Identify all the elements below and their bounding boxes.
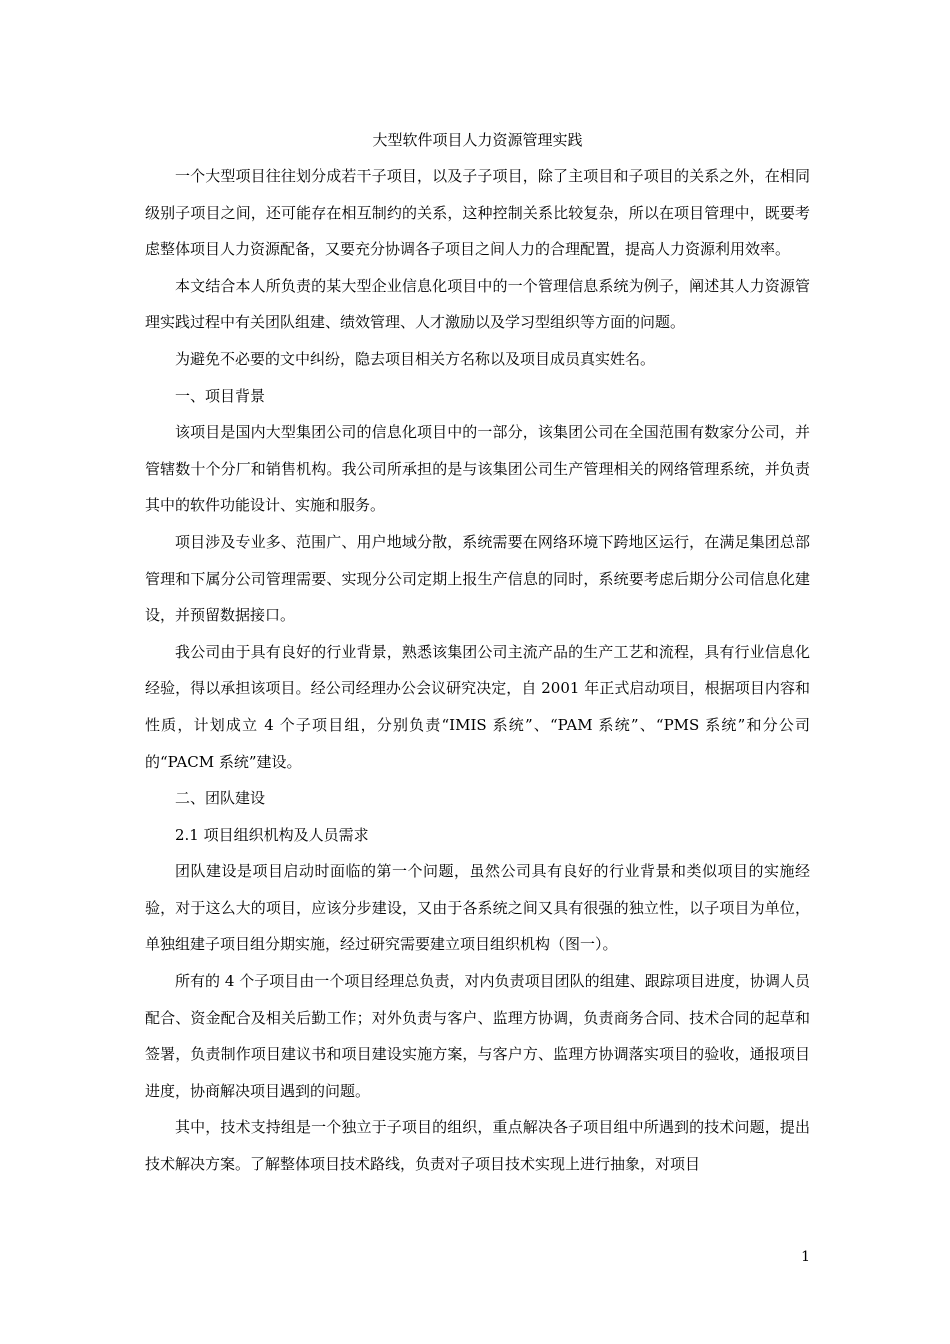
paragraph-background-1: 该项目是国内大型集团公司的信息化项目中的一部分，该集团公司在全国范围有数家分公司，并管辖数十个分厂和销售机构。我公司所承担的是与该集团公司生产管理相关的网络管理系统，并负责其中的软件功能设计、实施和服务。: [145, 423, 810, 515]
document-body: [145, 122, 810, 1183]
paragraph-intro-1: 一个大型项目往往划分成若干子项目，以及子子项目，除了主项目和子项目的关系之外，在相同级别子项目之间，还可能存在相互制约的关系，这种控制关系比较复杂，所以在项目管理中，既要考虑整体项目人力资源配备，又要充分协调各子项目之间人力的合理配置，提高人力资源利用效率。: [145, 167, 810, 259]
page-number: 1: [801, 1249, 810, 1265]
paragraph-intro-3: 为避免不必要的文中纠纷，隐去项目相关方名称以及项目成员真实姓名。: [175, 349, 656, 368]
paragraph-background-2: 项目涉及专业多、范围广、用户地域分散，系统需要在网络环境下跨地区运行，在满足集团总部管理和下属分公司管理需要、实现分公司定期上报生产信息的同时，系统要考虑后期分公司信息化建设，并预留数据接口。: [145, 532, 810, 625]
section-heading-team-building: 二、团队建设: [175, 789, 266, 808]
paragraph-background-3: 我公司由于具有良好的行业背景，熟悉该集团公司主流产品的生产工艺和流程，具有行业信息化经验，得以承担该项目。经公司经理办公会议研究决定，自 2001 年正式启动项目，根据项目内容和性质，计划成立 4 个子项目组，分别负责“IMIS 系统”、“PAM 系统”、“PMS 系统”和分公司的“PACM 系统”建设。: [145, 642, 810, 771]
paragraph-intro-2: 本文结合本人所负责的某大型企业信息化项目中的一个管理信息系统为例子，阐述其人力资源管理实践过程中有关团队组建、绩效管理、人才激励以及学习型组织等方面的问题。: [145, 276, 810, 332]
document-title: 大型软件项目人力资源管理实践: [372, 131, 583, 149]
section-heading-project-background: 一、项目背景: [175, 386, 266, 405]
paragraph-team-2: 所有的 4 个子项目由一个项目经理总负责，对内负责项目团队的组建、跟踪项目进度，协调人员配合、资金配合及相关后勤工作；对外负责与客户、监理方协调，负责商务合同、技术合同的起草和签署，负责制作项目建议书和项目建设实施方案，与客户方、监理方协调落实项目的验收，通报项目进度，协商解决项目遇到的问题。: [145, 972, 810, 1100]
paragraph-team-3: 其中，技术支持组是一个独立于子项目的组织，重点解决各子项目组中所遇到的技术问题，提出技术解决方案。了解整体项目技术路线，负责对子项目技术实现上进行抽象，对项目: [145, 1118, 810, 1174]
subsection-heading-organization: 2.1 项目组织机构及人员需求: [175, 825, 369, 844]
paragraph-team-1: 团队建设是项目启动时面临的第一个问题，虽然公司具有良好的行业背景和类似项目的实施经验，对于这么大的项目，应该分步建设，又由于各系统之间又具有很强的独立性，以子项目为单位，单独组建子项目组分期实施，经过研究需要建立项目组织机构（图一）。: [145, 862, 810, 954]
